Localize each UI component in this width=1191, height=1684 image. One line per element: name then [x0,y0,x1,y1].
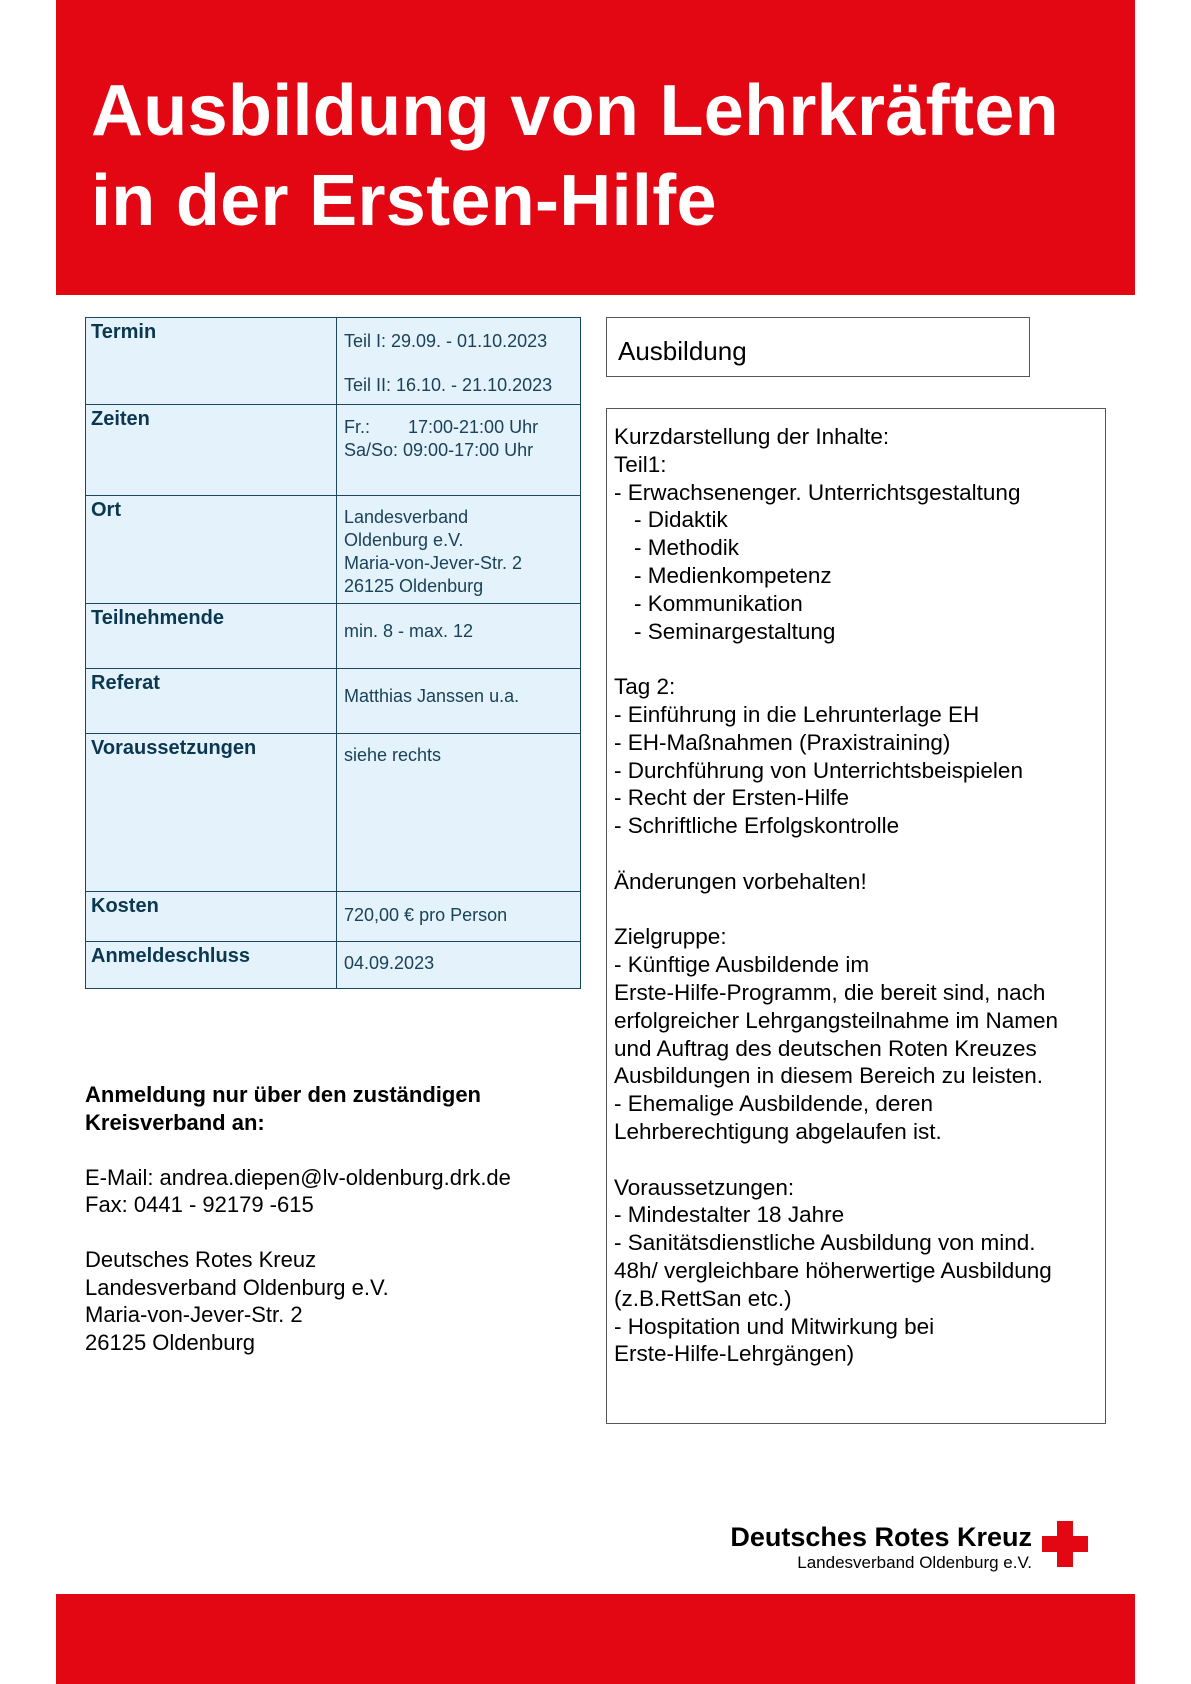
voraussetzungen-line: Erste-Hilfe-Lehrgängen) [614,1341,855,1367]
table-row-teilnehmende [86,604,581,669]
teil1-item: - Didaktik [634,507,728,533]
title-line-2: in der Ersten-Hilfe [91,161,717,241]
voraussetzungen-line: - Mindestalter 18 Jahre [614,1202,845,1228]
content-line: - Erwachsenenger. Unterrichtsgestaltung [614,479,1021,505]
zielgruppe-line: Erste-Hilfe-Programm, die bereit sind, nach [614,979,1046,1005]
course-info-table [85,317,581,989]
registration-heading: Kreisverband an: [85,1109,265,1135]
tag2-line: - Durchführung von Unterrichtsbeispielen [614,757,1023,783]
zielgruppe-line: erfolgreicher Lehrgangsteilnahme im Namen [614,1007,1058,1033]
label-termin: Termin [86,318,337,405]
footer-band [56,1594,1135,1684]
value-teilnehmende: min. 8 - max. 12 [337,604,581,669]
address-line: Deutsches Rotes Kreuz [85,1247,317,1272]
label-teilnehmende: Teilnehmende [86,604,337,669]
zielgruppe-line: - Ehemalige Ausbildende, deren [614,1091,933,1117]
label-ort: Ort [86,496,337,604]
tag2-line: Tag 2: [614,674,676,700]
page-title [91,66,1059,246]
value-anmeldeschluss: 04.09.2023 [337,942,581,989]
zeiten-day-1: Fr.: [344,417,370,437]
label-zeiten: Zeiten [86,405,337,496]
termin-teil-2: Teil II: 16.10. - 21.10.2023 [344,375,553,395]
registration-fax: Fax: 0441 - 92179 -615 [85,1192,314,1217]
zielgruppe-line: und Auftrag des deutschen Roten Kreuzes [614,1035,1037,1061]
teil1-item: - Kommunikation [634,590,803,616]
voraussetzungen-line: 48h/ vergleichbare höherwertige Ausbildung [614,1257,1052,1283]
registration-heading: Anmeldung nur über den zuständigen [85,1082,481,1107]
zeiten-time-1: 17:00-21:00 Uhr [408,417,539,437]
ort-line: Landesverband [344,507,469,527]
logo-name: Deutsches Rotes Kreuz [730,1522,1032,1552]
teil1-item: - Medienkompetenz [634,562,832,588]
table-row-voraussetzungen [86,734,581,892]
zielgruppe-line: Ausbildungen in diesem Bereich zu leisten. [614,1063,1044,1089]
registration-email[interactable]: E-Mail: andrea.diepen@lv-oldenburg.drk.de [85,1164,511,1190]
table-row-ort [86,496,581,604]
voraussetzungen-line: Voraussetzungen: [614,1174,795,1200]
tag2-line: - Einführung in die Lehrunterlage EH [614,701,980,727]
label-kosten: Kosten [86,892,337,942]
course-content-box [606,408,1106,1424]
address-line: 26125 Oldenburg [85,1329,256,1355]
tag2-line: - Schriftliche Erfolgskontrolle [614,813,900,839]
ort-line: 26125 Oldenburg [344,576,484,596]
logo-subtitle: Landesverband Oldenburg e.V. [797,1553,1032,1572]
value-zeiten [337,405,581,496]
drk-logo [716,1521,1088,1573]
tag2-line: - EH-Maßnahmen (Praxistraining) [614,729,951,755]
table-row-kosten [86,892,581,942]
ort-line: Maria-von-Jever-Str. 2 [344,553,523,573]
table-row-referat [86,669,581,734]
ausbildung-label-box: Ausbildung [606,317,1030,377]
teil1-item: - Methodik [634,535,740,561]
red-cross-icon [1042,1521,1088,1567]
tag2-line: - Recht der Ersten-Hilfe [614,785,850,811]
label-referat: Referat [86,669,337,734]
value-referat: Matthias Janssen u.a. [337,669,581,734]
table-row-anmeldeschluss [86,942,581,989]
zielgruppe-line: Zielgruppe: [614,924,727,950]
content-line: Kurzdarstellung der Inhalte: [614,424,890,449]
voraussetzungen-line: (z.B.RettSan etc.) [614,1285,792,1311]
address-line: Landesverband Oldenburg e.V. [85,1274,389,1300]
zeiten-line-2: Sa/So: 09:00-17:00 Uhr [344,440,534,460]
label-voraussetzungen: Voraussetzungen [86,734,337,892]
table-row-zeiten [86,405,581,496]
table-row-termin [86,318,581,405]
registration-block [85,1081,585,1356]
value-ort [337,496,581,604]
voraussetzungen-line: - Hospitation und Mitwirkung bei [614,1313,935,1339]
zielgruppe-line: Lehrberechtigung abgelaufen ist. [614,1118,942,1144]
value-termin [337,318,581,405]
ort-line: Oldenburg e.V. [344,530,464,550]
title-line-1: Ausbildung von Lehrkräften [91,71,1059,151]
termin-teil-1: Teil I: 29.09. - 01.10.2023 [344,331,548,351]
zielgruppe-line: - Künftige Ausbildende im [614,952,870,978]
value-voraussetzungen: siehe rechts [337,734,581,892]
content-line: Teil1: [614,451,667,477]
teil1-item: - Seminargestaltung [634,618,836,644]
label-anmeldeschluss: Anmeldeschluss [86,942,337,989]
value-kosten: 720,00 € pro Person [337,892,581,942]
voraussetzungen-line: - Sanitätsdienstliche Ausbildung von mind. [614,1230,1036,1256]
changes-notice: Änderungen vorbehalten! [614,868,867,894]
address-line: Maria-von-Jever-Str. 2 [85,1302,303,1327]
